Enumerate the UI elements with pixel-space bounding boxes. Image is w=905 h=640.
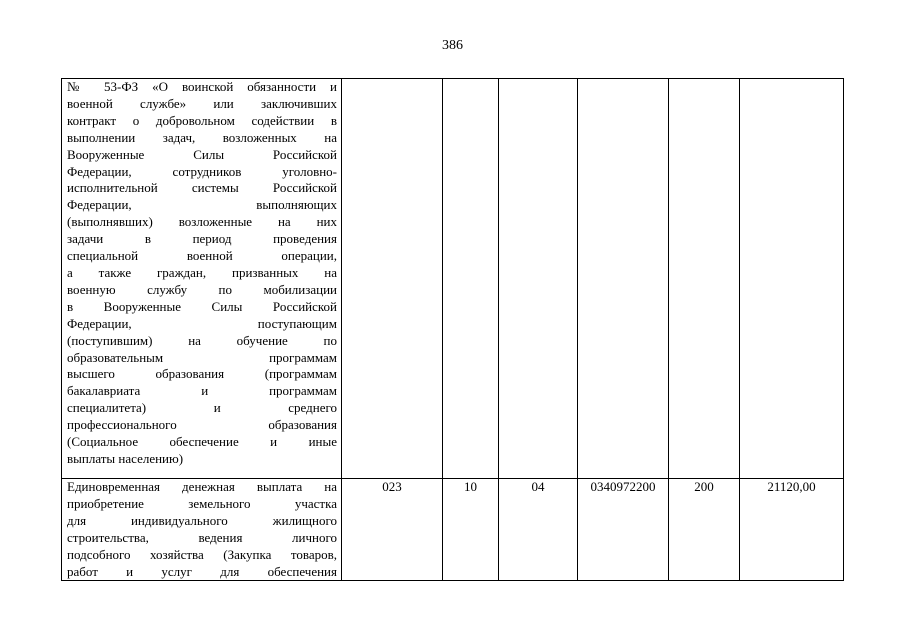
description-line: Федерации, поступающим <box>67 315 337 331</box>
description-line: военной службе» или заключивших <box>67 95 337 111</box>
description-line: в Вооруженные Силы Российской <box>67 298 337 314</box>
subsection-code: 04 <box>499 479 578 581</box>
row-description <box>62 79 342 479</box>
description-line: бакалавриата и программам <box>67 383 337 399</box>
description-line: специальной военной операции, <box>67 248 337 264</box>
subsection-code <box>499 79 578 479</box>
description-line: выплаты населению) <box>67 450 184 466</box>
description-line: (Социальное обеспечение и иные <box>67 434 337 450</box>
expense-type-code: 200 <box>669 479 740 581</box>
description-line: (поступившим) на обучение по <box>67 332 337 348</box>
amount-value: 21120,00 <box>740 479 844 581</box>
description-line: подсобного хозяйства (Закупка товаров, <box>67 546 337 562</box>
description-line: № 53-ФЗ «О воинской обязанности и <box>67 79 337 94</box>
description-line: задачи в период проведения <box>67 231 337 247</box>
section-code: 10 <box>443 479 499 581</box>
description-line: работ и услуг для обеспечения <box>67 563 337 579</box>
description-line: Федерации, выполняющих <box>67 197 337 213</box>
description-line: приобретение земельного участка <box>67 495 337 511</box>
table-row <box>62 79 844 479</box>
description-line: высшего образования (программам <box>67 366 337 382</box>
table-row <box>62 479 844 581</box>
description-line: выполнении задач, возложенных на <box>67 129 337 145</box>
description-line: а также граждан, призванных на <box>67 264 337 280</box>
page-number: 386 <box>442 38 463 53</box>
description-line: контракт о добровольном содействии в <box>67 112 337 128</box>
description-line: военную службу по мобилизации <box>67 281 337 297</box>
description-line: образовательным программам <box>67 349 337 365</box>
description-line: строительства, ведения личного <box>67 529 337 545</box>
ministry-code: 023 <box>342 479 443 581</box>
target-article-code <box>578 79 669 479</box>
ministry-code <box>342 79 443 479</box>
amount-value <box>740 79 844 479</box>
description-line: специалитета) и среднего <box>67 400 337 416</box>
description-line: (выполнявших) возложенные на них <box>67 214 337 230</box>
description-line: исполнительной системы Российской <box>67 180 337 196</box>
description-line: профессионального образования <box>67 417 337 433</box>
section-code <box>443 79 499 479</box>
budget-table <box>61 78 844 581</box>
expense-type-code <box>669 79 740 479</box>
description-line: для индивидуального жилищного <box>67 512 337 528</box>
row-description <box>62 479 342 581</box>
target-article-code: 0340972200 <box>578 479 669 581</box>
description-line: Вооруженные Силы Российской <box>67 146 337 162</box>
description-line: Федерации, сотрудников уголовно- <box>67 163 337 179</box>
description-line: Единовременная денежная выплата на <box>67 479 337 494</box>
